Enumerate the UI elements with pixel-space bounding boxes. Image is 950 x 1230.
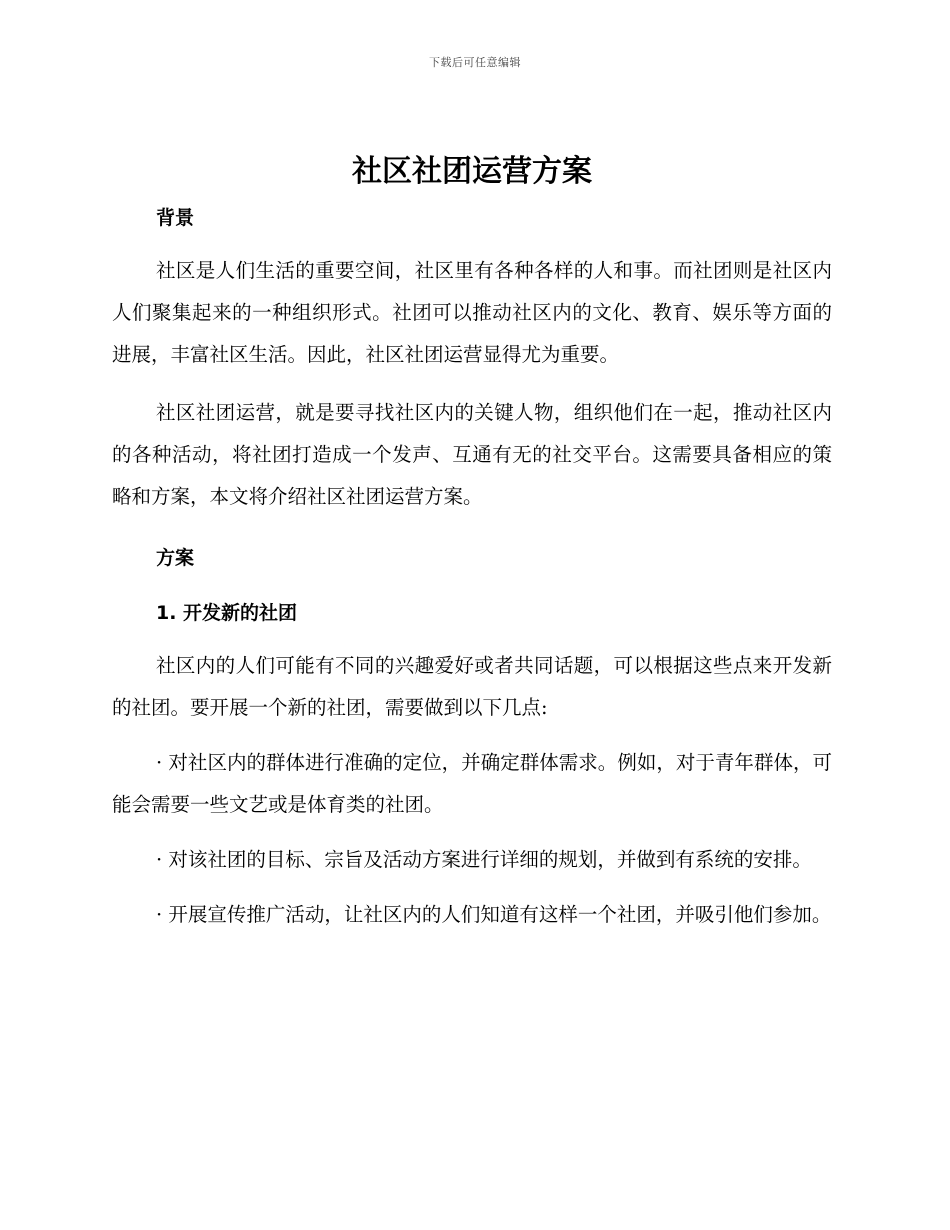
subsection-heading-new-clubs: 1. 开发新的社团 xyxy=(156,602,298,624)
section-heading-plan: 方案 xyxy=(156,547,195,569)
section-heading-background: 背景 xyxy=(156,207,195,229)
document-body xyxy=(112,148,832,936)
paragraph-background-1: 社区是人们生活的重要空间，社区里有各种各样的人和事。而社团则是社区内人们聚集起来的一种组织形式。社团可以推动社区内的文化、教育、娱乐等方面的进展，丰富社区生活。因此，社区社团运营显得尤为重要。 xyxy=(112,259,832,366)
paragraph-new-clubs-intro: 社区内的人们可能有不同的兴趣爱好或者共同话题，可以根据这些点来开发新的社团。要开展一个新的社团，需要做到以下几点: xyxy=(112,654,832,719)
header-note: 下载后可任意编辑 xyxy=(429,56,521,69)
bullet-item-promotion: · 开展宣传推广活动，让社区内的人们知道有这样一个社团，并吸引他们参加。 xyxy=(156,903,832,926)
bullet-item-positioning: · 对社区内的群体进行准确的定位，并确定群体需求。例如，对于青年群体，可能会需要一些文艺或是体育类的社团。 xyxy=(112,751,832,816)
paragraph-background-2: 社区社团运营，就是要寻找社区内的关键人物，组织他们在一起，推动社区内的各种活动，将社团打造成一个发声、互通有无的社交平台。这需要具备相应的策略和方案，本文将介绍社区社团运营方案。 xyxy=(112,401,832,508)
bullet-item-planning: · 对该社团的目标、宗旨及活动方案进行详细的规划，并做到有系统的安排。 xyxy=(156,848,812,871)
document-title: 社区社团运营方案 xyxy=(352,154,592,189)
